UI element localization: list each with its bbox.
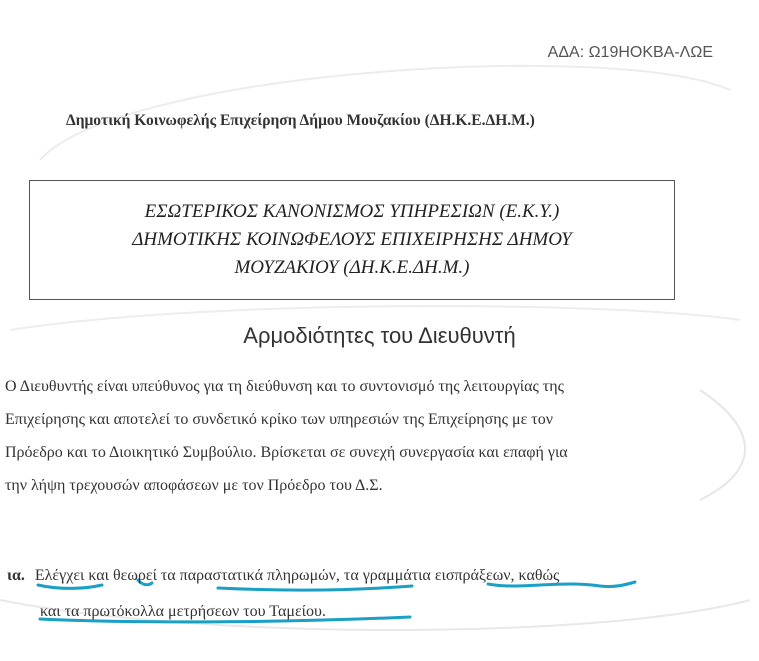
title-line-2: ΔΗΜΟΤΙΚΗΣ ΚΟΙΝΩΦΕΛΟΥΣ ΕΠΙΧΕΙΡΗΣΗΣ ΔΗΜΟΥ (132, 229, 572, 250)
title-line-1: ΕΣΩΤΕΡΙΚΟΣ ΚΑΝΟΝΙΣΜΟΣ ΥΠΗΡΕΣΙΩΝ (Ε.Κ.Υ.) (144, 201, 560, 222)
item-label: ια. (7, 567, 25, 584)
title-line-3: ΜΟΥΖΑΚΙΟΥ (ΔΗ.Κ.Ε.ΔΗ.Μ.) (234, 257, 470, 278)
item-text-line-2: και τα πρωτόκολλα μετρήσεων του Ταμείου. (40, 603, 326, 620)
ada-code: ΑΔΑ: Ω19ΗΟΚΒΑ-ΛΩΕ (547, 44, 713, 61)
item-text-line-1: Ελέγχει και θεωρεί τα παραστατικά πληρωμών, τα γραμμάτια εισπράξεων, καθώς (34, 567, 560, 584)
section-heading: Αρμοδιότητες του Διευθυντή (243, 323, 516, 348)
list-item (7, 558, 757, 630)
regulation-title-box (29, 180, 675, 300)
paragraph-line: Επιχείρησης και αποτελεί το συνδετικό κρίκο των υπηρεσιών της Επιχείρησης με τον (5, 411, 553, 428)
organization-name: Δημοτική Κοινωφελής Επιχείρηση Δήμου Μουζακίου (ΔΗ.Κ.Ε.ΔΗ.Μ.) (66, 112, 535, 129)
director-description-paragraph (5, 370, 755, 502)
paragraph-line: Πρόεδρο και το Διοικητικό Συμβούλιο. Βρίσκεται σε συνεχή συνεργασία και επαφή για (5, 444, 568, 461)
paragraph-line: Ο Διευθυντής είναι υπεύθυνος για τη διεύθυνση και το συντονισμό της λειτουργίας της (5, 378, 564, 395)
paragraph-line: την λήψη τρεχουσών αποφάσεων με τον Πρόεδρο του Δ.Σ. (5, 477, 383, 494)
